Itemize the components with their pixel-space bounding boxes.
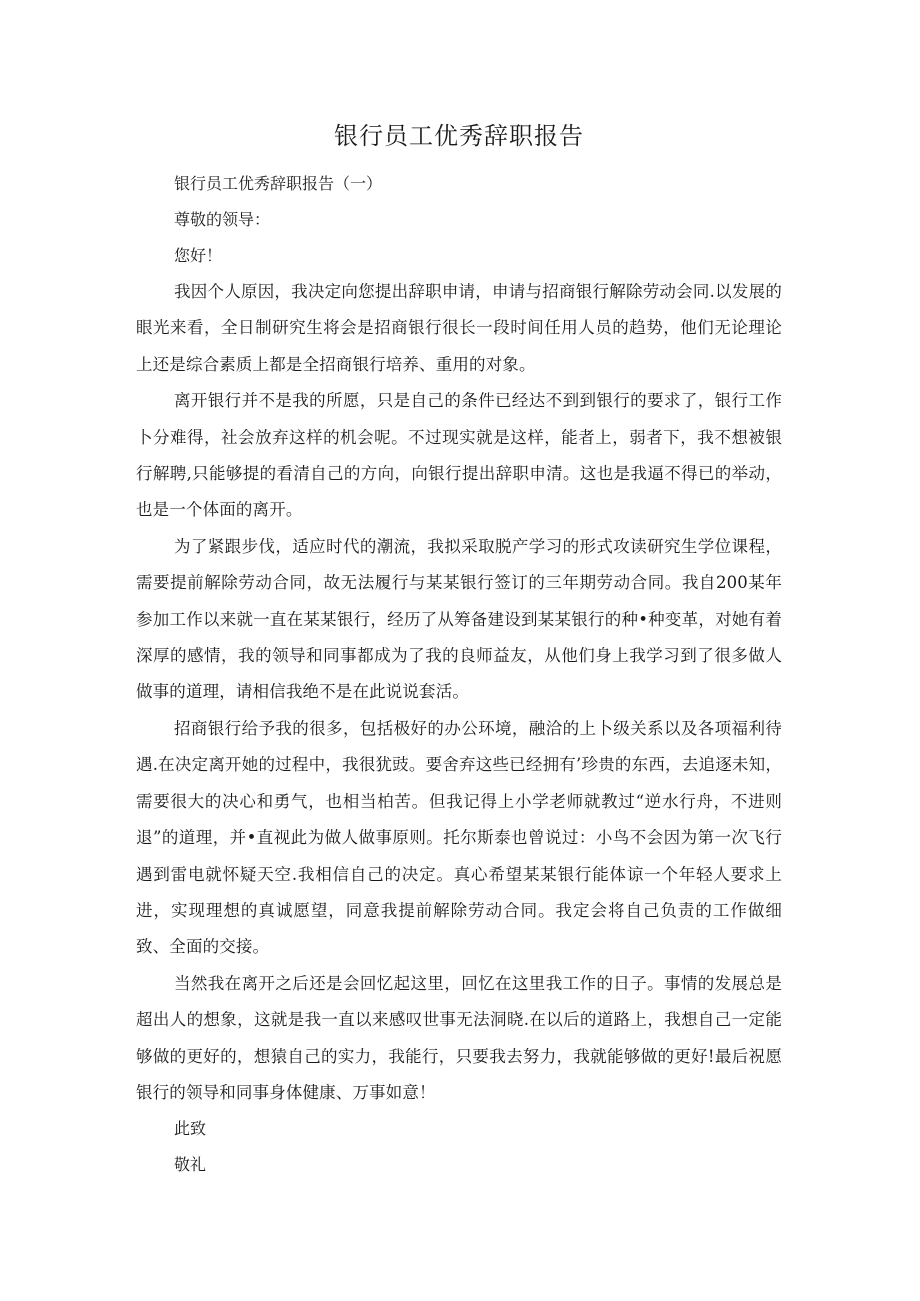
- salutation: 尊敬的领导：: [174, 210, 271, 229]
- paragraph-3: 为了紧跟步伐，适应时代的潮流，我拟采取脱产学习的形式攻读研究生学位课程，需要提前解除劳动合同，故无法履行与某某银行签订的三年期劳动合同。我自200某年参加工作以来就一直在某某银行，经历了从筹备建设到某某银行的种•种变革，对她有着深厚的感情，我的领导和同事都成为了我的良师益友，从他们身上我学习到了很多做人做事的道理，请相信我绝不是在此说说套活。: [136, 536, 782, 702]
- document-page: [136, 112, 782, 1183]
- closing-line-2: 敬礼: [174, 1155, 207, 1175]
- closing-line-1: 此致: [174, 1119, 207, 1139]
- paragraph-1: 我因个人原因，我决定向您提出辞职申请，申请与招商银行解除劳动会同.以发展的眼光来看，全日制研究生将会是招商银行很长一段时间任用人员的趋势，他们无论理论上还是综合素质上都是全招商银行培养、重用的对象。: [136, 282, 782, 374]
- greeting: 您好！: [174, 246, 223, 265]
- paragraph-5: 当然我在离开之后还是会回忆起这里，回忆在这里我工作的日子。事情的发展总是超出人的想象，这就是我一直以来感叹世事无法洞晓.在以后的道路上，我想自己一定能够做的更好的，想猿自己的实力，我能行，只要我去努力，我就能够做的更好!最后祝愿银行的领导和同事身体健康、万事如意！: [136, 973, 782, 1102]
- paragraph-2: 离开银行并不是我的所愿，只是自己的条件已经达不到到银行的要求了，银行工作卜分难得，社会放弃这样的机会呢。不过现实就是这样，能者上，弱者下，我不想被银行解聘,只能够提的看清自己的方向，向银行提出辞职申清。这也是我逼不得已的举动，也是一个体面的离开。: [136, 391, 782, 520]
- paragraph-4: 招商银行给予我的很多，包括极好的办公环境，融洽的上卜级关系以及各项福利待遇.在决定离开她的过程中，我很犹豉。要舍弃这些已经拥有’珍贵的东西，去追逐未知，需要很大的决心和勇气，也相当柏苦。但我记得上小学老师就教过“逆水行舟，不进则退”的道理，并•直视此为做人做事原则。托尔斯泰也曾说过：小鸟不会因为第一次飞行遇到雷电就怀疑天空.我相信自己的决定。真心希望某某银行能体谅一个年轻人要求上进，实现理想的真诚愿望，同意我提前解除劳动合同。我定会将自己负责的工作做细致、全面的交接。: [136, 718, 782, 957]
- document-title: 银行员工优秀辞职报告: [334, 122, 584, 150]
- document-subtitle: 银行员工优秀辞职报告（一）: [174, 174, 383, 193]
